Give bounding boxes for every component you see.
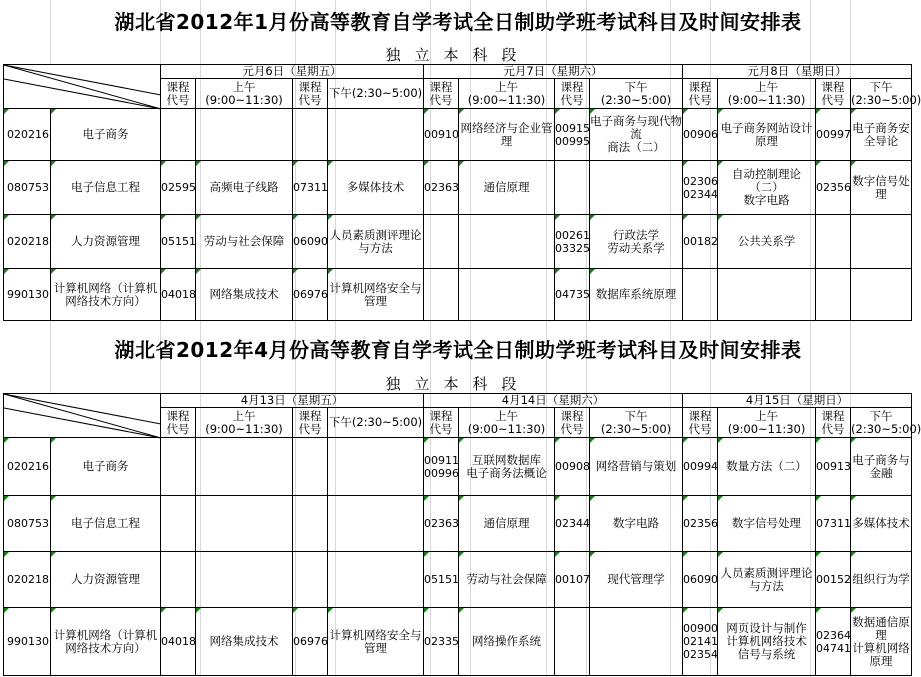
- course-name: [328, 496, 424, 552]
- course-name: 电子商务安全导论: [851, 109, 912, 161]
- course-code: [555, 161, 590, 215]
- major-name: 人力资源管理: [51, 552, 161, 608]
- course-name: 电子商务与现代物流 商法（二）: [590, 109, 683, 161]
- course-code: [161, 438, 196, 496]
- header-corner-diagonal: [4, 65, 161, 109]
- course-name: 公共关系学: [718, 215, 816, 269]
- afternoon-session-header: 下午(2:30~5:00): [590, 79, 683, 109]
- course-code-header: 课程代号: [293, 408, 328, 438]
- course-code: 00913: [816, 438, 851, 496]
- course-name: [328, 109, 424, 161]
- course-name: 电子商务与金融: [851, 438, 912, 496]
- course-code: 00261 03325: [555, 215, 590, 269]
- course-code: 00915 00995: [555, 109, 590, 161]
- course-name: 人员素质测评理论与方法: [328, 215, 424, 269]
- course-code: 07311: [293, 161, 328, 215]
- course-name: 计算机网络安全与管理: [328, 608, 424, 676]
- course-name: 电子商务网站设计原理: [718, 109, 816, 161]
- morning-session-header: 上午(9:00~11:30): [718, 408, 816, 438]
- course-code: 06976: [293, 608, 328, 676]
- major-name: 电子信息工程: [51, 496, 161, 552]
- afternoon-session-header: 下午(2:30~5:00): [590, 408, 683, 438]
- major-code: 020216: [4, 438, 51, 496]
- course-code: 02306 02344: [683, 161, 718, 215]
- course-name: 组织行为学: [851, 552, 912, 608]
- course-name: 网络操作系统: [459, 608, 555, 676]
- course-code: 04018: [161, 269, 196, 321]
- major-code: 990130: [4, 269, 51, 321]
- course-code: 07311: [816, 496, 851, 552]
- table1-title: 湖北省2012年1月份高等教育自学考试全日制助学班考试科目及时间安排表: [114, 10, 802, 34]
- table-row: [4, 608, 912, 676]
- course-code: 05151: [424, 552, 459, 608]
- major-code: 020218: [4, 552, 51, 608]
- course-code: 04735: [555, 269, 590, 321]
- course-code: 00906: [683, 109, 718, 161]
- schedule-table-january: [3, 64, 921, 321]
- course-code: [424, 269, 459, 321]
- course-code-header: 课程代号: [683, 408, 718, 438]
- course-code: [424, 215, 459, 269]
- course-name: 高频电子线路: [196, 161, 293, 215]
- course-name: 数据通信原理 计算机网络原理: [851, 608, 912, 676]
- course-code: [161, 109, 196, 161]
- major-code: 080753: [4, 496, 51, 552]
- course-name: 网络营销与策划: [590, 438, 683, 496]
- course-name: 数字信号处理: [851, 161, 912, 215]
- course-code-header: 课程代号: [816, 408, 851, 438]
- table1-subtitle: 独立本科段: [385, 46, 531, 64]
- course-code: 06090: [293, 215, 328, 269]
- day-header: 元月6日（星期五）: [161, 65, 424, 79]
- course-name: 人员素质测评理论与方法: [718, 552, 816, 608]
- course-name: [590, 161, 683, 215]
- course-code: 00182: [683, 215, 718, 269]
- course-name: 通信原理: [459, 161, 555, 215]
- table-row: [4, 109, 912, 161]
- course-code-header: 课程代号: [161, 79, 196, 109]
- course-code-header: 课程代号: [424, 408, 459, 438]
- course-code: 02595: [161, 161, 196, 215]
- course-code: 02356: [816, 161, 851, 215]
- morning-session-header: 上午(9:00~11:30): [459, 408, 555, 438]
- course-name: 网络集成技术: [196, 269, 293, 321]
- course-name: 网页设计与制作 计算机网络技术 信号与系统: [718, 608, 816, 676]
- afternoon-session-header: 下午(2:30~5:00): [328, 408, 424, 438]
- course-code: [816, 269, 851, 321]
- schedule-table-april: [3, 393, 921, 676]
- course-code-header: 课程代号: [161, 408, 196, 438]
- major-name: 电子商务: [51, 109, 161, 161]
- morning-session-header: 上午(9:00~11:30): [718, 79, 816, 109]
- course-code: 02335: [424, 608, 459, 676]
- course-code: 02364 04741: [816, 608, 851, 676]
- course-name: 自动控制理论（二） 数字电路: [718, 161, 816, 215]
- course-code: [161, 552, 196, 608]
- major-name: 计算机网络（计算机网络技术方向）: [51, 269, 161, 321]
- major-code: 080753: [4, 161, 51, 215]
- morning-session-header: 上午(9:00~11:30): [196, 408, 293, 438]
- course-name: 网络经济与企业管理: [459, 109, 555, 161]
- major-code: 020216: [4, 109, 51, 161]
- afternoon-session-header: 下午(2:30~5:00): [851, 79, 921, 107]
- table-row: [4, 161, 912, 215]
- major-name: 电子商务: [51, 438, 161, 496]
- course-code-header: 课程代号: [555, 79, 590, 109]
- course-code: 00911 00996: [424, 438, 459, 496]
- morning-session-header: 上午(9:00~11:30): [196, 79, 293, 109]
- course-code: 00910: [424, 109, 459, 161]
- course-code: 02363: [424, 161, 459, 215]
- course-name: [459, 269, 555, 321]
- table-row: [4, 496, 912, 552]
- day-header: 4月15日（星期日）: [683, 394, 912, 408]
- table-row: [4, 552, 912, 608]
- course-code-header: 课程代号: [816, 79, 851, 109]
- course-name: [196, 496, 293, 552]
- course-name: [328, 438, 424, 496]
- course-code: 04018: [161, 608, 196, 676]
- course-code-header: 课程代号: [424, 79, 459, 109]
- diagonal-lines: [4, 394, 161, 438]
- day-header: 4月13日（星期五）: [161, 394, 424, 408]
- course-name: [196, 438, 293, 496]
- course-code: 00997: [816, 109, 851, 161]
- major-name: 人力资源管理: [51, 215, 161, 269]
- course-name: 多媒体技术: [851, 496, 912, 552]
- course-name: 数字信号处理: [718, 496, 816, 552]
- course-code: 00908: [555, 438, 590, 496]
- day-header: 4月14日（星期六）: [424, 394, 683, 408]
- course-code: [816, 215, 851, 269]
- afternoon-session-header: 下午(2:30~5:00): [851, 408, 921, 436]
- course-code: [293, 109, 328, 161]
- course-name: 劳动与社会保障: [459, 552, 555, 608]
- course-code: [293, 496, 328, 552]
- course-code: [161, 496, 196, 552]
- course-name: 劳动与社会保障: [196, 215, 293, 269]
- course-code: 00994: [683, 438, 718, 496]
- major-code: 020218: [4, 215, 51, 269]
- table-row: [4, 438, 912, 496]
- major-name: 电子信息工程: [51, 161, 161, 215]
- course-name: 数量方法（二）: [718, 438, 816, 496]
- course-name: 数据库系统原理: [590, 269, 683, 321]
- header-corner-diagonal: [4, 394, 161, 438]
- course-name: 通信原理: [459, 496, 555, 552]
- course-code: 00152: [816, 552, 851, 608]
- course-name: 多媒体技术: [328, 161, 424, 215]
- course-name: [459, 215, 555, 269]
- course-name: [196, 109, 293, 161]
- course-code-header: 课程代号: [683, 79, 718, 109]
- course-code: 06976: [293, 269, 328, 321]
- course-name: 互联网数据库 电子商务法概论: [459, 438, 555, 496]
- course-code: 05151: [161, 215, 196, 269]
- course-name: [590, 608, 683, 676]
- course-code: [293, 438, 328, 496]
- course-name: [328, 552, 424, 608]
- course-code: [555, 608, 590, 676]
- diagonal-lines: [4, 65, 161, 109]
- course-code: 00107: [555, 552, 590, 608]
- table2-subtitle: 独立本科段: [385, 375, 531, 393]
- course-code: 02363: [424, 496, 459, 552]
- course-name: 网络集成技术: [196, 608, 293, 676]
- course-code: 02356: [683, 496, 718, 552]
- course-code-header: 课程代号: [293, 79, 328, 109]
- course-name: 行政法学 劳动关系学: [590, 215, 683, 269]
- course-code: [683, 269, 718, 321]
- course-code-header: 课程代号: [555, 408, 590, 438]
- course-code: [293, 552, 328, 608]
- course-name: [196, 552, 293, 608]
- course-name: [851, 215, 912, 269]
- table-row: [4, 269, 912, 321]
- course-name: 计算机网络安全与管理: [328, 269, 424, 321]
- day-header: 元月8日（星期日）: [683, 65, 912, 79]
- course-name: [718, 269, 816, 321]
- course-name: 数字电路: [590, 496, 683, 552]
- major-code: 990130: [4, 608, 51, 676]
- day-header: 元月7日（星期六）: [424, 65, 683, 79]
- morning-session-header: 上午(9:00~11:30): [459, 79, 555, 109]
- major-name: 计算机网络（计算机网络技术方向）: [51, 608, 161, 676]
- course-name: 现代管理学: [590, 552, 683, 608]
- course-code: 02344: [555, 496, 590, 552]
- afternoon-session-header: 下午(2:30~5:00): [328, 79, 424, 109]
- course-code: 06090: [683, 552, 718, 608]
- course-code: 00900 02141 02354: [683, 608, 718, 676]
- table2-title: 湖北省2012年4月份高等教育自学考试全日制助学班考试科目及时间安排表: [114, 338, 802, 362]
- table-row: [4, 215, 912, 269]
- course-name: [851, 269, 912, 321]
